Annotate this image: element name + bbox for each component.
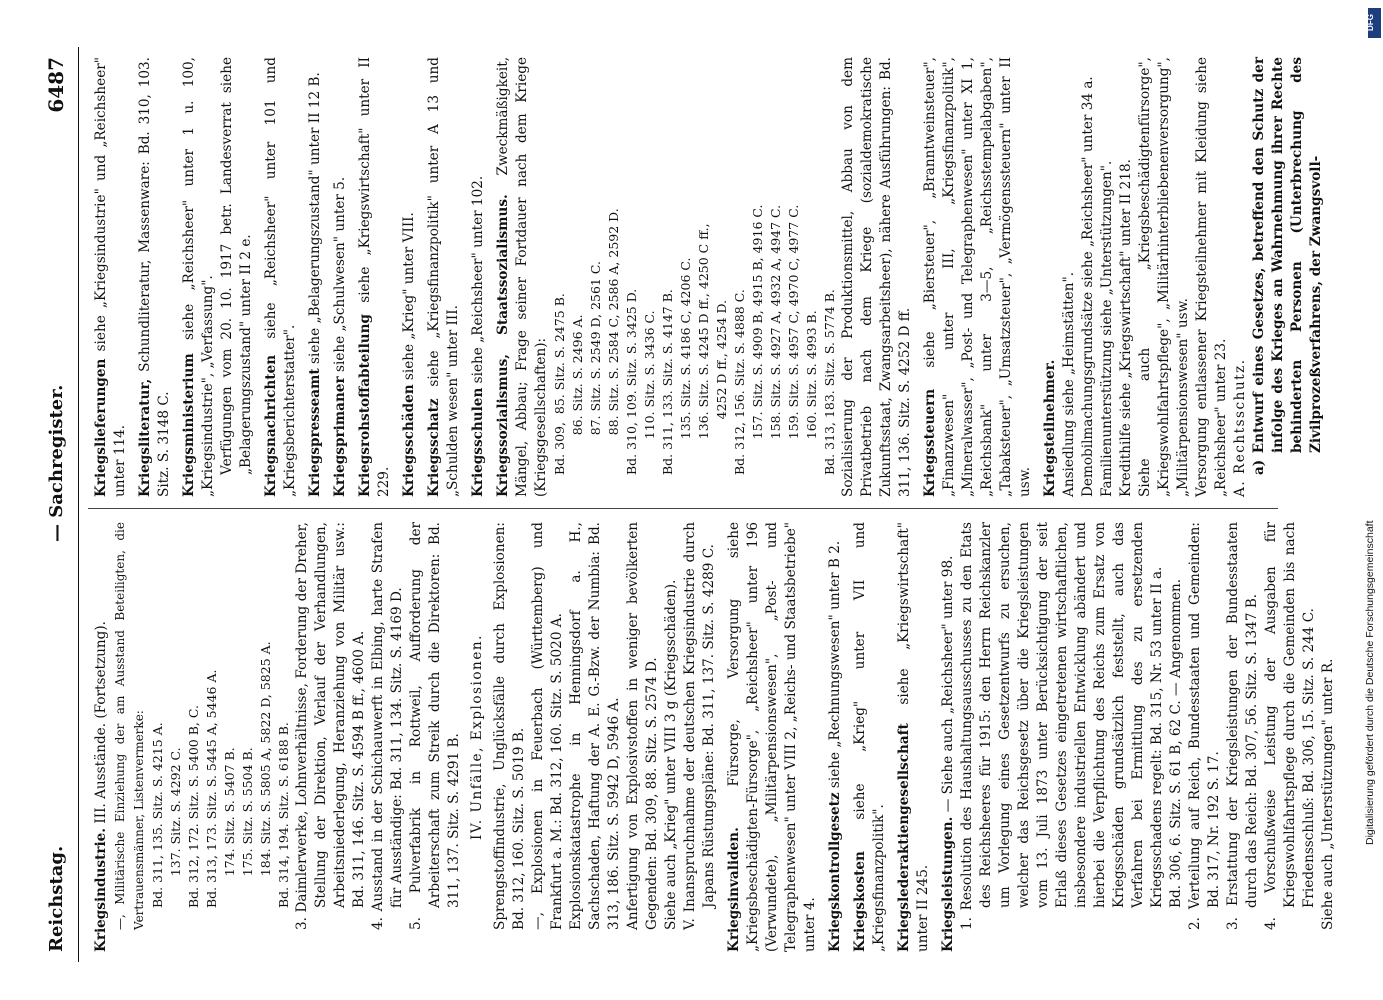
sub-entry: Familienunterstützung siehe „Unterstützungen". — [1099, 160, 1115, 497]
sub-entry: Sozialisierung der Produktionsmittel, Abbau von dem Privatbetrieb nach dem Kriege (sozialdemokratische Zukunftsstaat, Zwangsarbeitsheer), nähere Ausführungen: Bd. 311, 136. Sitz. S. 4252 D ff. — [840, 57, 913, 497]
entry-text: siehe „Krieg" unter VII und „Kriegsfinanzpolitik". — [852, 521, 887, 952]
numbered-item: 1. Resolution des Haushaltungsausschusses zu den Etats des Reichsheeres für 1915: den Herrn Reichskanzler um Vorlegung eines Gesetzentwurfs zu ersuchen, welcher das Reichsgesetz über die Kriegsleistungen vom 13. Juli 1873 unter Berücksichtigung der seit Erlaß dieses Gesetzes eingetretenen wirtschaftlichen, insbesondere industriellen Entwicklung abändert und hierbei die Verpflichtung des Reichs zum Ersatz von Kriegsschäden grundsätzlich feststellt, auch das Verfahren bei Ermittlung des zu ersetzenden Kriegsschadens regelt: Bd. 315, Nr. 53 unter II a. — [959, 522, 1165, 930]
sub-entry: Demobilmachungsgrundsätze siehe „Reichsheer" unter 34 a. — [1080, 76, 1096, 497]
column-divider — [88, 508, 1278, 509]
entry-kriegslederaktiengesellschaft — [895, 522, 933, 952]
entry-text: siehe „Rechnungswesen" unter B 2. — [827, 540, 843, 789]
entry-kriegssozialismus — [494, 57, 915, 497]
headword: Kriegsnachrichten — [263, 354, 279, 497]
entry-text: siehe „Reichsheer" unter 1 u. 100, „Kriegsindustrie", „Verfassung". — [181, 56, 216, 497]
entry-kriegspresseamt — [306, 57, 325, 497]
headword: Kriegssteuern — [922, 388, 938, 497]
headword: Kriegsindustrie. — [93, 827, 109, 952]
entry-text: — Siehe auch „Reichsheer" unter 98. — [940, 555, 956, 813]
headword: Kriegsministerium — [181, 353, 197, 497]
entry-kriegssteuern — [921, 57, 1035, 497]
document-page — [38, 47, 1336, 962]
reference-list: Bd. 309, 85. Sitz. S. 2475 B. 86. Sitz. S. 2496 A. 87. Sitz. S. 2549 D, 2561 C. 88. Sitz. S. 2584 C, 2586 A, 2592 D. Bd. 310, 109. Sitz. S. 3425 D. 110. Sitz. S. 3436 C. Bd. 311, 133. Sitz. S. 4147 B. 135. Sitz. S. 4186 C, 4206 C. 136. Sitz. S. 4245 D ff., 4250 C ff., 4252 D ff., 4254 D. Bd. 312, 156. Sitz. S. 4888 C. 157. Sitz. S. 4909 B, 4915 B, 4916 C. 158. Sitz. S. 4927 A, 4932 A, 4947 C. 159. Sitz. S. 4957 C, 4970 C, 4977 C. 160. Sitz. S. 4993 B. Bd. 313, 183. Sitz. S. 5774 B. — [552, 204, 837, 475]
numbered-item: 3. Daimlerwerke, Lohnverhältnisse, Forderung der Dreher, Stellung der Direktion, Verlauf der Verhandlungen, Arbeitsniederlegung, Heranziehung von Militär usw.: Bd. 311, 146. Sitz. S. 4594 B ff., 4600 A. — [294, 522, 367, 930]
entry-text: Schundliteratur, Massenware: Bd. 310, 103. Sitz. S. 3148 C. — [137, 57, 172, 497]
entry-kriegsliteratur — [136, 57, 174, 497]
dfg-logo-text: DFG — [1365, 14, 1375, 31]
entry-kriegsrohstoffabteilung — [356, 57, 394, 497]
entry-text: siehe „Kriegsfinanzpolitik" unter A 13 und „Schulden wesen" unter III. — [426, 57, 461, 497]
headword: Kriegslederaktiengesellschaft — [896, 723, 912, 952]
header-left: Reichstag. — [46, 845, 67, 952]
entry-kriegsschulen — [469, 57, 488, 497]
entry-kriegskosten — [851, 522, 889, 952]
entry-text: siehe „Kriegsindustrie" und „Reichsheer" unter 114. — [93, 57, 128, 497]
left-column — [92, 521, 1336, 952]
section-heading: A. Rechtsschutz. — [1232, 358, 1248, 497]
headword: Kriegssozialismus, Staatssozialismus. — [495, 194, 511, 497]
entry-kriegskontrollgesetz — [826, 522, 845, 952]
entry-text: siehe „Reichsheer" unter 101 und „Kriegsberichterstatter". — [263, 57, 298, 497]
entry-text: siehe „Kriegswirtschaft" unter II 245. — [896, 522, 931, 952]
headword: Kriegsschäden — [401, 384, 417, 497]
side-note — [1360, 0, 1380, 1000]
sub-entry: Siehe auch „Unterstützungen" unter R. — [1320, 658, 1336, 930]
entry-kriegsleistungen — [939, 522, 1338, 952]
reference-list: Bd. 311, 135. Sitz. S. 4215 A. 137. Sitz. S. 4292 C. Bd. 312, 172. Sitz. S. 5400 B, C. Bd. 313, 173. Sitz. S. 5445 A, 5446 A. 174. Sitz. S. 5407 B. 175. Sitz. S. 5504 B. 184. Sitz. S. 5805 A, 5822 D, 5825 A. Bd. 314, 194. Sitz. S. 6188 B. — [150, 641, 291, 908]
entry-text: siehe „Kriegswirtschaft" unter II 229. — [357, 57, 392, 497]
sub-entry: Verfügungen vom 20. 10. 1917 betr. Landesverrat siehe „Belagerungszustand" unter II 2 e. — [219, 57, 254, 475]
entry-text: siehe „Schulwesen" unter 5. — [332, 176, 348, 372]
entry-kriegsinvaliden — [725, 522, 820, 952]
entry-text: siehe „Reichsheer" unter 102. — [470, 175, 486, 384]
numbered-item: 4. Ausstand in der Schichauwerft in Elbing, harte Strafen für Ausständige: Bd. 311, 134. Sitz. S. 4169 D. — [370, 522, 405, 930]
entry-kriegsschaeden — [400, 57, 419, 497]
sub-entry: Siehe auch „Krieg" unter VIII 3 g (Kriegsschäden). — [663, 579, 679, 930]
sub-entry: Sprengstoffindustrie, Unglücksfälle durch Explosionen: Bd. 312, 160. Sitz. S. 5019 B. — [492, 522, 527, 930]
reference-line: Bd. 306, 6. Sitz. S. 61 B, 62 C. — Angenommen. — [1168, 578, 1184, 908]
headword: Kriegsprimaner — [332, 376, 348, 497]
entry-kriegsteilnehmer — [1041, 57, 1326, 497]
entry-text: III. Ausstände. (Fortsetzung). — [93, 621, 109, 824]
sub-entry: Ansiedlung siehe „Heimstätten". — [1061, 271, 1077, 497]
side-note-text: Digitalisierung gefördert durch die Deutsche Forschungsgemeinschaft — [1364, 520, 1376, 845]
numbered-item: 5. Pulverfabrik in Rottweil, Aufforderung der Arbeiterschaft zum Streik durch die Direktoren: Bd. 311, 137. Sitz. S. 4291 B. — [408, 522, 462, 930]
entry-text: siehe „Krieg" unter VIII. — [401, 212, 417, 381]
numbered-item: 3. Erstattung der Kriegsleistungen der Bundesstaaten durch das Reich: Bd. 307, 56. Sitz. S. 1347 B. — [1225, 522, 1260, 930]
numbered-item: 4. Vorschußweise Leistung der Ausgaben für Kriegswohlfahrtspflege durch die Gemeinden bis nach Friedensschluß: Bd. 306, 15. Sitz. S. 244 C. — [1263, 522, 1317, 930]
numbered-item: 2. Verteilung auf Reich, Bundesstaaten und Gemeinden: Bd. 317, Nr. 192 S. 17. — [1187, 522, 1222, 930]
headword: Kriegspresseamt — [307, 368, 323, 497]
headword: Kriegsrohstoffabteilung — [357, 313, 373, 497]
sub-entry: —, Explosionen in Feuerbach (Württemberg) und Frankfurt a. M.: Bd. 312, 160. Sitz. S. 5020 A. — [530, 522, 565, 930]
page-number: 6487 — [44, 57, 68, 113]
sub-entry: Explosionskatastrophe in Henningsdorf a. H., Sachschaden, Haftung der A. E. G.-Bzw. der Numbia: Bd. 313, 186. Sitz. S. 5942 D, 5946 A. — [568, 522, 622, 930]
sub-entry: —, Militärische Einziehung der am Ausstand Beteiligten, die Vertrauensmänner, Listenvermerke: — [113, 522, 146, 930]
entry-kriegsindustrie — [92, 522, 719, 952]
entry-text: Zweckmäßigkeit, Mängel, Abbau; Frage seiner Fortdauer nach dem Kriege (Kriegsgesellschaften): — [495, 56, 549, 497]
entry-kriegslieferungen — [92, 57, 130, 497]
section-heading: IV. Unfälle, Explosionen. — [469, 634, 485, 840]
page-header — [38, 47, 79, 962]
headword: Kriegsleistungen. — [940, 816, 956, 952]
right-column — [92, 56, 1324, 497]
headword: Kriegsschatz — [426, 398, 442, 497]
headword: Kriegsinvaliden. — [726, 827, 742, 952]
entry-kriegsnachrichten — [262, 57, 300, 497]
headword: Kriegskontrollgesetz — [827, 792, 843, 952]
sub-entry: Versorgung entlassener Kriegsteilnehmer mit Kleidung siehe „Reichsheer" unter 23. — [1194, 57, 1229, 497]
sub-entry: Kredithilfe siehe „Kriegswirtschaft" unter II 218. — [1118, 159, 1134, 497]
entry-text: siehe „Belagerungszustand" unter II 12 B. — [307, 72, 323, 364]
headword: Kriegsteilnehmer. — [1042, 359, 1058, 497]
sub-entry: Anfertigung von Explosivstoffen in weniger bevölkerten Gegenden: Bd. 309, 88. Sitz. S. 2574 D. — [625, 522, 660, 930]
numbered-item: V. Inanspruchnahme der deutschen Kriegsindustrie durch Japans Rüstungspläne: Bd. 311, 137. Sitz. S. 4289 C. — [682, 522, 717, 930]
headword: Kriegskosten — [852, 851, 868, 952]
header-middle: — Sachregister. — [46, 384, 67, 542]
entry-kriegsministerium — [180, 57, 256, 497]
entry-kriegsschatz — [425, 57, 463, 497]
lettered-item: a) Entwurf eines Gesetzes, betreffend den Schutz der infolge des Krieges an Wahrnehmung ihrer Rechte behinderten Personen (Unterbrechung des Zivilprozeßverfahrens, der Zwangsvoll- — [1251, 57, 1324, 475]
entry-text: Fürsorge, Versorgung siehe „Kriegsbeschädigten-Fürsorge", „Reichsheer" unter 196 (Verwundete), „Militärpensionswesen", „Post- und Telegraphenwesen" unter VIII 2, „Reichs- und Staatsbetriebe" unter 4. — [726, 522, 818, 952]
entry-text: siehe „Biersteuer", „Branntweinsteuer", „Finanzwesen" unter III, „Kriegsfinanzpolitik", „Mineralwasser", „Post- und Telegraphenwesen" unter XI 1, „Reichsbank" unter 3—5, „Reichsstempelabgaben", „Tabaksteuer", „Umsatzsteuer", „Vermögenssteuern" unter II usw. — [922, 57, 1033, 497]
sub-entry: Siehe auch „Kriegsbeschädigtenfürsorge", „Kriegswohlfahrtspflege", „Militärhinterbliebenenversorgung", „Militärpensionswesen" usw. — [1137, 57, 1191, 497]
headword: Kriegslieferungen — [93, 358, 109, 497]
headword: Kriegsliteratur, — [137, 378, 153, 497]
headword: Kriegsschulen — [470, 387, 486, 497]
entry-kriegsprimaner — [331, 57, 350, 497]
